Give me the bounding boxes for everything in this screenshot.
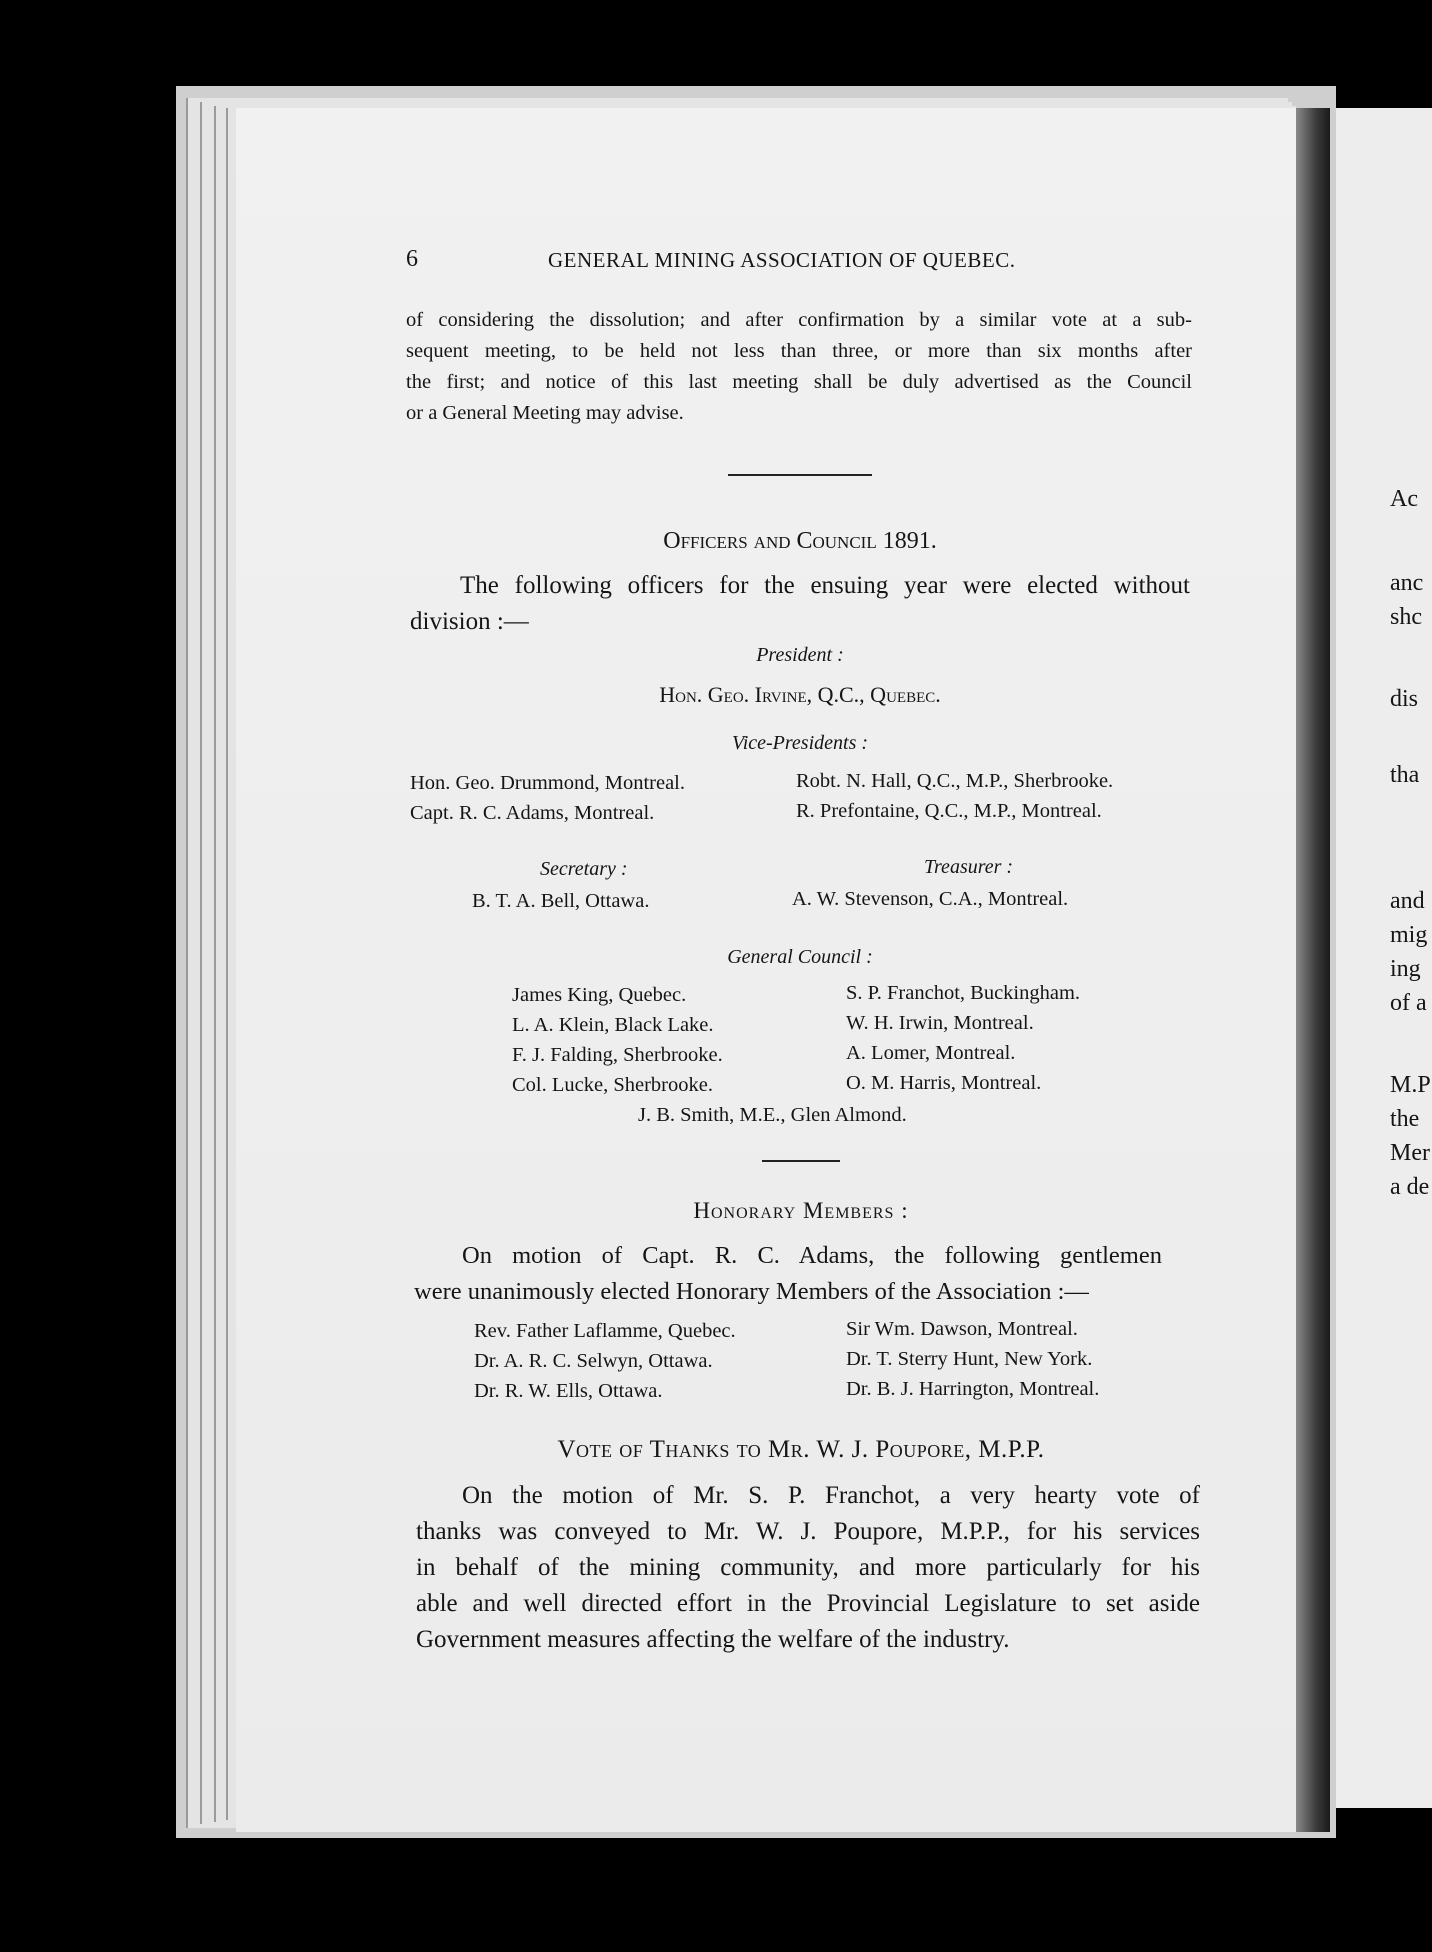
council-member: Col. Lucke, Sherbrooke. bbox=[512, 1074, 713, 1096]
honorary-heading: Honorary Members : bbox=[693, 1198, 909, 1223]
honorary-member: Dr. B. J. Harrington, Montreal. bbox=[846, 1378, 1100, 1400]
vote-line: in behalf of the mining community, and more particularly for his bbox=[416, 1554, 1200, 1581]
next-page-text: tha bbox=[1390, 762, 1420, 788]
intro-line: sequent meeting, to be held not less than three, or more than six months after bbox=[406, 340, 1192, 362]
vice-presidents-label: Vice-Presidents : bbox=[731, 732, 869, 754]
next-page-text: a de bbox=[1390, 1174, 1430, 1200]
president-label: President : bbox=[756, 644, 844, 666]
officers-intro-line: division :— bbox=[410, 608, 529, 635]
running-title: GENERAL MINING ASSOCIATION OF QUEBEC. bbox=[548, 248, 1016, 272]
next-page-text: Mer bbox=[1390, 1140, 1430, 1166]
next-page-text: M.P bbox=[1390, 1072, 1431, 1098]
vote-line: thanks was conveyed to Mr. W. J. Poupore, M.P.P., for his services bbox=[416, 1518, 1200, 1545]
council-member: O. M. Harris, Montreal. bbox=[846, 1072, 1042, 1094]
council-member: A. Lomer, Montreal. bbox=[846, 1042, 1016, 1064]
secretary-name: B. T. A. Bell, Ottawa. bbox=[472, 890, 650, 912]
intro-line: or a General Meeting may advise. bbox=[406, 402, 684, 424]
gutter-shadow bbox=[1296, 108, 1330, 1832]
council-member: W. H. Irwin, Montreal. bbox=[846, 1012, 1034, 1034]
honorary-member: Dr. R. W. Ells, Ottawa. bbox=[474, 1380, 663, 1402]
next-page-text: the bbox=[1390, 1106, 1420, 1132]
vote-line: Government measures affecting the welfare of the industry. bbox=[416, 1626, 1010, 1653]
page-number: 6 bbox=[406, 246, 419, 272]
honorary-member: Dr. T. Sterry Hunt, New York. bbox=[846, 1348, 1093, 1370]
intro-line: the first; and notice of this last meeting shall be duly advertised as the Council bbox=[406, 371, 1192, 393]
officers-heading: Officers and Council 1891. bbox=[663, 528, 937, 554]
council-member: S. P. Franchot, Buckingham. bbox=[846, 982, 1081, 1004]
general-council-label: General Council : bbox=[727, 946, 873, 968]
president-name: Hon. Geo. Irvine, Q.C., Quebec. bbox=[659, 682, 941, 707]
council-member: F. J. Falding, Sherbrooke. bbox=[512, 1044, 723, 1066]
vote-line: On the motion of Mr. S. P. Franchot, a very hearty vote of bbox=[462, 1482, 1200, 1509]
council-member: James King, Quebec. bbox=[512, 984, 687, 1006]
honorary-member: Dr. A. R. C. Selwyn, Ottawa. bbox=[474, 1350, 713, 1372]
next-page-text: anc bbox=[1390, 570, 1424, 596]
section-divider bbox=[728, 474, 872, 476]
next-page-text: and bbox=[1390, 888, 1425, 914]
vote-line: able and well directed effort in the Provincial Legislature to set aside bbox=[416, 1590, 1200, 1617]
vice-president-name: Hon. Geo. Drummond, Montreal. bbox=[410, 772, 685, 794]
next-page-text: shc bbox=[1390, 604, 1422, 630]
officers-intro-line: The following officers for the ensuing year were elected without bbox=[460, 572, 1190, 599]
next-page-text: mig bbox=[1390, 922, 1428, 948]
honorary-member: Rev. Father Laflamme, Quebec. bbox=[474, 1320, 736, 1342]
council-member: J. B. Smith, M.E., Glen Almond. bbox=[638, 1104, 907, 1126]
next-page-text: of a bbox=[1390, 990, 1427, 1016]
next-page-text: dis bbox=[1390, 686, 1419, 712]
honorary-member: Sir Wm. Dawson, Montreal. bbox=[846, 1318, 1078, 1340]
next-page-text: Ac bbox=[1390, 486, 1418, 512]
intro-line: of considering the dissolution; and after confirmation by a similar vote at a sub- bbox=[406, 309, 1192, 331]
vice-president-name: Capt. R. C. Adams, Montreal. bbox=[410, 802, 655, 824]
vice-president-name: Robt. N. Hall, Q.C., M.P., Sherbrooke. bbox=[796, 770, 1114, 792]
next-page-text: ing bbox=[1390, 956, 1421, 982]
council-member: L. A. Klein, Black Lake. bbox=[512, 1014, 714, 1036]
treasurer-name: A. W. Stevenson, C.A., Montreal. bbox=[792, 888, 1069, 910]
honorary-intro-line: On motion of Capt. R. C. Adams, the following gentlemen bbox=[462, 1242, 1162, 1269]
treasurer-label: Treasurer : bbox=[924, 856, 1014, 878]
secretary-label: Secretary : bbox=[540, 858, 628, 880]
section-divider bbox=[762, 1160, 840, 1162]
vice-president-name: R. Prefontaine, Q.C., M.P., Montreal. bbox=[796, 800, 1102, 822]
honorary-intro-line: were unanimously elected Honorary Members of the Association :— bbox=[414, 1278, 1089, 1305]
vote-heading: Vote of Thanks to Mr. W. J. Poupore, M.P.P. bbox=[557, 1436, 1045, 1463]
